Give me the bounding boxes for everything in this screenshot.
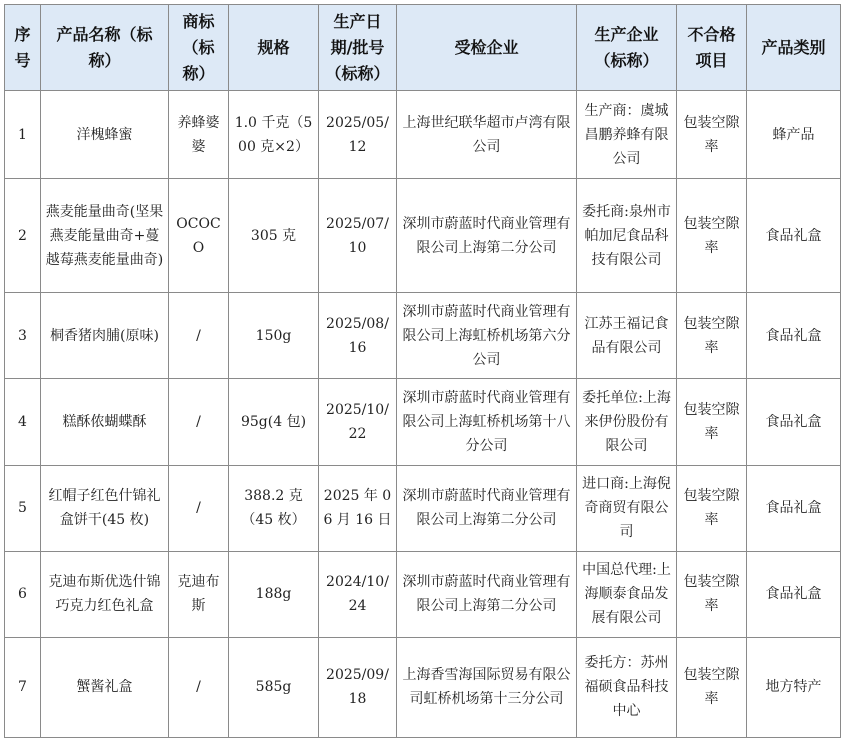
cell-category: 食品礼盒 — [747, 293, 841, 379]
cell-inspected-company: 深圳市蔚蓝时代商业管理有限公司上海第二分公司 — [397, 551, 577, 637]
cell-inspected-company: 上海世纪联华超市卢湾有限公司 — [397, 91, 577, 179]
cell-failed-item: 包装空隙率 — [677, 637, 747, 737]
cell-category: 地方特产 — [747, 637, 841, 737]
cell-failed-item: 包装空隙率 — [677, 465, 747, 551]
cell-product-name: 克迪布斯优选什锦巧克力红色礼盒 — [41, 551, 169, 637]
cell-seq: 5 — [5, 465, 41, 551]
header-failed-item: 不合格项目 — [677, 5, 747, 91]
cell-date-batch: 2025 年 06 月 16 日 — [319, 465, 397, 551]
cell-date-batch: 2025/09/18 — [319, 637, 397, 737]
header-category: 产品类别 — [747, 5, 841, 91]
header-product-name: 产品名称（标称） — [41, 5, 169, 91]
cell-category: 食品礼盒 — [747, 465, 841, 551]
cell-spec: 95g(4 包) — [229, 379, 319, 465]
cell-failed-item: 包装空隙率 — [677, 379, 747, 465]
table-row — [5, 637, 841, 737]
header-seq: 序号 — [5, 5, 41, 91]
header-date-batch: 生产日期/批号（标称） — [319, 5, 397, 91]
cell-brand: / — [169, 379, 229, 465]
cell-spec: 585g — [229, 637, 319, 737]
cell-product-name: 红帽子红色什锦礼盒饼干(45 枚) — [41, 465, 169, 551]
header-manufacturer: 生产企业（标称） — [577, 5, 677, 91]
cell-date-batch: 2025/08/16 — [319, 293, 397, 379]
cell-spec: 1.0 千克（500 克×2） — [229, 91, 319, 179]
cell-inspected-company: 深圳市蔚蓝时代商业管理有限公司上海第二分公司 — [397, 179, 577, 293]
header-inspected-company: 受检企业 — [397, 5, 577, 91]
cell-spec: 388.2 克（45 枚） — [229, 465, 319, 551]
cell-manufacturer: 生产商：虞城昌鹏养蜂有限公司 — [577, 91, 677, 179]
cell-inspected-company: 深圳市蔚蓝时代商业管理有限公司上海虹桥机场第十八分公司 — [397, 379, 577, 465]
cell-category: 食品礼盒 — [747, 551, 841, 637]
cell-brand: / — [169, 637, 229, 737]
table-row — [5, 465, 841, 551]
inspection-results-table — [4, 4, 841, 738]
cell-brand: 克迪布斯 — [169, 551, 229, 637]
cell-brand: 养蜂婆婆 — [169, 91, 229, 179]
cell-seq: 6 — [5, 551, 41, 637]
table-row — [5, 551, 841, 637]
cell-inspected-company: 深圳市蔚蓝时代商业管理有限公司上海第二分公司 — [397, 465, 577, 551]
cell-inspected-company: 深圳市蔚蓝时代商业管理有限公司上海虹桥机场第六分公司 — [397, 293, 577, 379]
cell-seq: 3 — [5, 293, 41, 379]
header-spec: 规格 — [229, 5, 319, 91]
cell-brand: OCOCO — [169, 179, 229, 293]
header-brand: 商标（标称） — [169, 5, 229, 91]
cell-date-batch: 2024/10/24 — [319, 551, 397, 637]
cell-spec: 188g — [229, 551, 319, 637]
cell-manufacturer: 委托单位:上海来伊份股份有限公司 — [577, 379, 677, 465]
cell-category: 食品礼盒 — [747, 379, 841, 465]
cell-inspected-company: 上海香雪海国际贸易有限公司虹桥机场第十三分公司 — [397, 637, 577, 737]
cell-seq: 2 — [5, 179, 41, 293]
table-row — [5, 379, 841, 465]
cell-product-name: 桐香猪肉脯(原味) — [41, 293, 169, 379]
cell-failed-item: 包装空隙率 — [677, 551, 747, 637]
cell-product-name: 蟹酱礼盒 — [41, 637, 169, 737]
cell-brand: / — [169, 465, 229, 551]
cell-spec: 150g — [229, 293, 319, 379]
cell-category: 食品礼盒 — [747, 179, 841, 293]
cell-manufacturer: 委托方：苏州福硕食品科技中心 — [577, 637, 677, 737]
cell-manufacturer: 进口商:上海倪奇商贸有限公司 — [577, 465, 677, 551]
cell-failed-item: 包装空隙率 — [677, 179, 747, 293]
table-row — [5, 179, 841, 293]
cell-date-batch: 2025/10/22 — [319, 379, 397, 465]
cell-product-name: 燕麦能量曲奇(坚果燕麦能量曲奇+蔓越莓燕麦能量曲奇) — [41, 179, 169, 293]
cell-failed-item: 包装空隙率 — [677, 91, 747, 179]
table-row — [5, 293, 841, 379]
cell-manufacturer: 中国总代理:上海顺泰食品发展有限公司 — [577, 551, 677, 637]
cell-seq: 7 — [5, 637, 41, 737]
cell-product-name: 洋槐蜂蜜 — [41, 91, 169, 179]
cell-failed-item: 包装空隙率 — [677, 293, 747, 379]
cell-product-name: 糕酥侬蝴蝶酥 — [41, 379, 169, 465]
header-row — [5, 5, 841, 91]
cell-brand: / — [169, 293, 229, 379]
cell-date-batch: 2025/07/10 — [319, 179, 397, 293]
cell-seq: 1 — [5, 91, 41, 179]
cell-seq: 4 — [5, 379, 41, 465]
cell-manufacturer: 江苏王福记食品有限公司 — [577, 293, 677, 379]
table-row — [5, 91, 841, 179]
cell-spec: 305 克 — [229, 179, 319, 293]
cell-manufacturer: 委托商:泉州市帕加尼食品科技有限公司 — [577, 179, 677, 293]
cell-date-batch: 2025/05/12 — [319, 91, 397, 179]
cell-category: 蜂产品 — [747, 91, 841, 179]
